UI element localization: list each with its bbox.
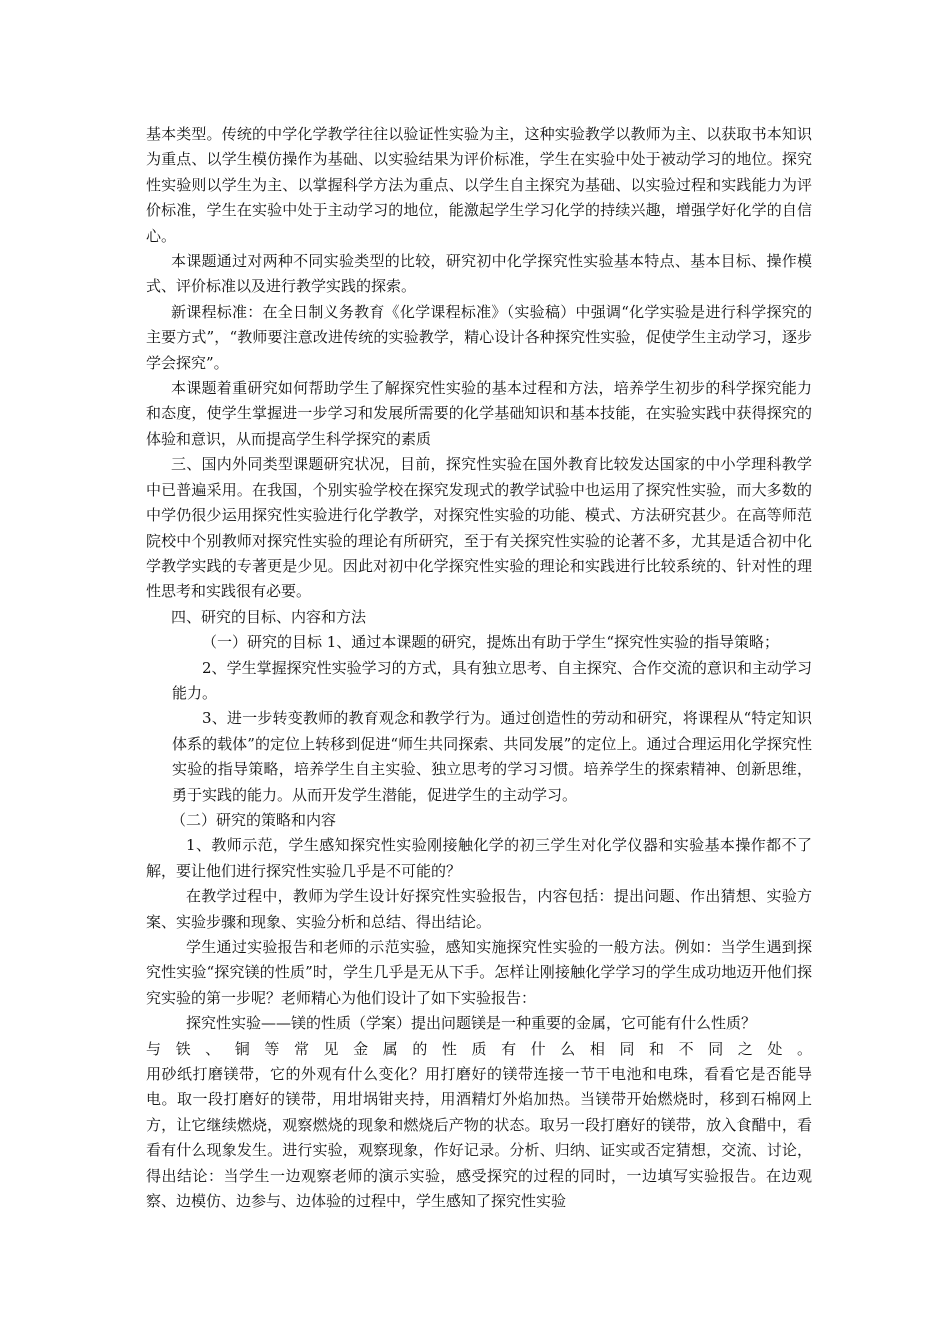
paragraph-curriculum-standard: 新课程标准：在全日制义务教育《化学课程标准》（实验稿）中强调“化学实验是进行科学探究的主要方式”，“教师要注意改进传统的实验教学，精心设计各种探究性实验，促使学生主动学习，逐步学会探究”。 (146, 302, 812, 372)
heading-strategy-content: （二）研究的策略和内容 (171, 810, 337, 829)
paragraph-section-three: 三、国内外同类型课题研究状况，目前，探究性实验在国外教育比较发达国家的中小学理科教学中已普遍采用。在我国，个别实验学校在探究发现式的教学试验中也运用了探究性实验，而大多数的中学仍很少运用探究性实验进行化学教学，对探究性实验的功能、模式、方法研究甚少。在高等师范院校中个别教师对探究性实验的理论有所研究，至于有关探究性实验的论著不多，尤其是适合初中化学教学实践的专著更是少见。因此对初中化学探究性实验的理论和实践进行比较系统的、针对性的理性思考和实践很有必要。 (146, 455, 812, 601)
paragraph-teacher-demo: 1、教师示范，学生感知探究性实验刚接触化学的初三学生对化学仪器和实验基本操作都不了解，要让他们进行探究性实验几乎是不可能的？ (146, 836, 812, 880)
paragraph-goal-2: 2、学生掌握探究性实验学习的方式，具有独立思考、自主探究、合作交流的意识和主动学习能力。 (172, 658, 812, 702)
paragraph-goal-1: （一）研究的目标 1、通过本课题的研究，提炼出有助于学生“探究性实验的指导策略； (202, 633, 779, 652)
heading-section-four: 四、研究的目标、内容和方法 (171, 607, 367, 626)
document-body (146, 122, 812, 1214)
paragraph-research-focus: 本课题着重研究如何帮助学生了解探究性实验的基本过程和方法，培养学生初步的科学探究能力和态度，使学生掌握进一步学习和发展所需要的化学基础知识和基本技能，在实验实践中获得探究的体验和意识，从而提高学生科学探究的素质 (146, 379, 812, 448)
paragraph-basic-types: 基本类型。传统的中学化学教学往往以验证性实验为主，这种实验教学以教师为主、以获取书本知识为重点、以学生模仿操作为基础、以实验结果为评价标准，学生在实验中处于被动学习的地位。探究性实验则以学生为主、以掌握科学方法为重点、以学生自主探究为基础、以实验过程和实践能力为评价标准，学生在实验中处于主动学习的地位，能激起学生学习化学的持续兴趣，增强学好化学的自信心。 (146, 125, 812, 245)
paragraph-topic-comparison: 本课题通过对两种不同实验类型的比较，研究初中化学探究性实验基本特点、基本目标、操作模式、评价标准以及进行教学实践的探索。 (146, 252, 812, 296)
paragraph-student-report: 学生通过实验报告和老师的示范实验，感知实施探究性实验的一般方法。例如：当学生遇到探究性实验“探究镁的性质”时，学生几乎是无从下手。怎样让刚接触化学学习的学生成功地迈开他们探究实验的第一步呢？老师精心为他们设计了如下实验报告： (146, 938, 812, 1007)
paragraph-teaching-process: 在教学过程中，教师为学生设计好探究性实验报告，内容包括：提出问题、作出猜想、实验方案、实验步骤和现象、实验分析和总结、得出结论。 (146, 887, 812, 931)
paragraph-magnesium-question: 探究性实验——镁的性质（学案）提出问题镁是一种重要的金属，它可能有什么性质？ (186, 1014, 757, 1033)
paragraph-metal-compare: 与铁、铜等常见金属的性质有什么相同和不同之处。 (146, 1039, 812, 1058)
paragraph-goal-3: 3、进一步转变教师的教育观念和教学行为。通过创造性的劳动和研究，将课程从“特定知识体系的载体”的定位上转移到促进“师生共同探索、共同发展”的定位上。通过合理运用化学探究性实验的指导策略，培养学生自主实验、独立思考的学习习惯。培养学生的探索精神、创新思维，勇于实践的能力。从而开发学生潜能，促进学生的主动学习。 (172, 709, 812, 804)
paragraph-magnesium-experiment: 用砂纸打磨镁带，它的外观有什么变化？用打磨好的镁带连接一节干电池和电珠，看看它是否能导电。取一段打磨好的镁带，用坩埚钳夹持，用酒精灯外焰加热。当镁带开始燃烧时，移到石棉网上方，让它继续燃烧，观察燃烧的现象和燃烧后产物的状态。取另一段打磨好的镁带，放入食醋中，看看有什么现象发生。进行实验，观察现象，作好记录。分析、归纳、证实或否定猜想，交流、讨论，得出结论：当学生一边观察老师的演示实验，感受探究的过程的同时，一边填写实验报告。在边观察、边模仿、边参与、边体验的过程中，学生感知了探究性实验 (146, 1065, 812, 1211)
